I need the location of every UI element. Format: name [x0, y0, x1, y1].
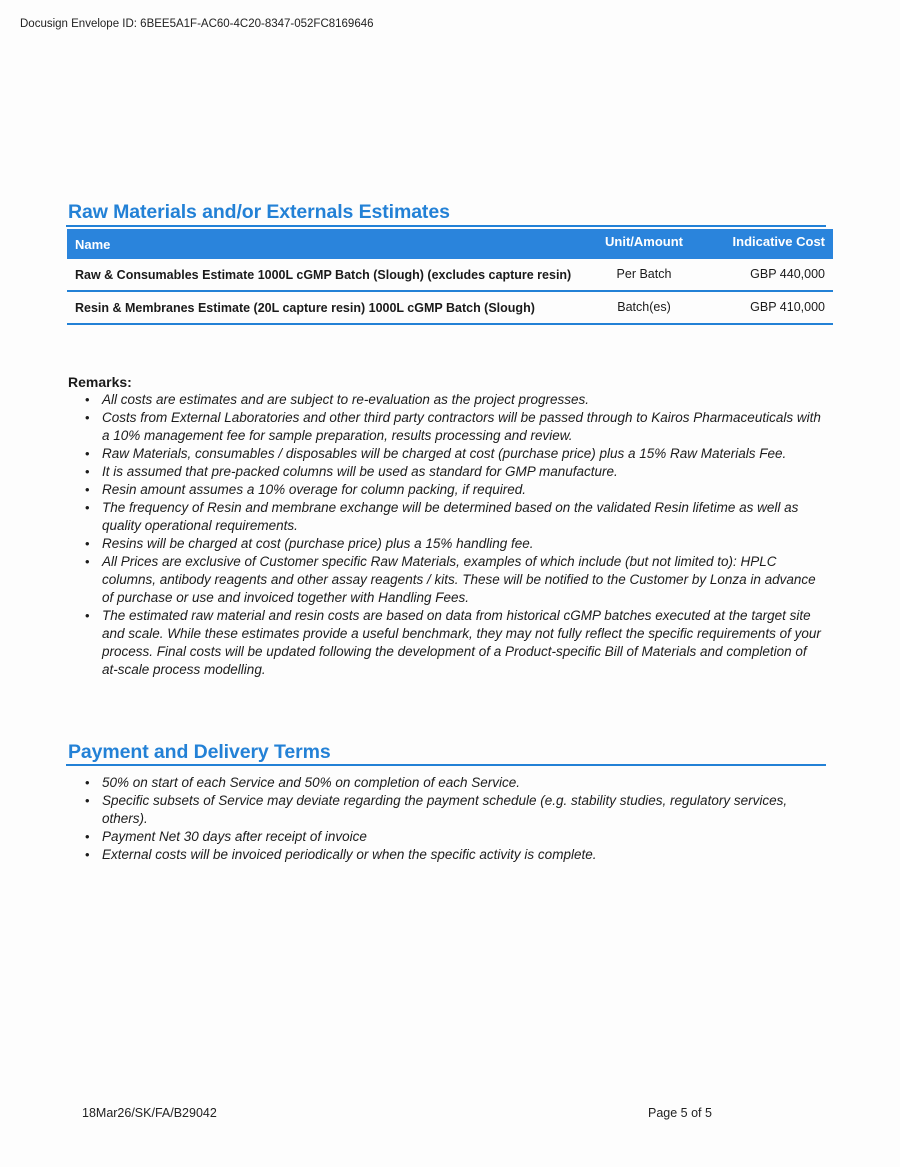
table-row [67, 291, 833, 324]
list-item: • The frequency of Resin and membrane exchange will be determined based on the validated Resin lifetime as well as quality operational requirements. [102, 499, 822, 535]
list-item: • Raw Materials, consumables / disposables will be charged at cost (purchase price) plus a 15% Raw Materials Fee. [102, 445, 822, 463]
remarks-list [102, 391, 822, 679]
raw-materials-title: Raw Materials and/or Externals Estimates [68, 201, 450, 223]
list-item: • All costs are estimates and are subject to re-evaluation as the project progresses. [102, 391, 822, 409]
raw-materials-rule [66, 225, 826, 227]
header-unit-amount: Unit/Amount [581, 229, 707, 259]
list-item: • External costs will be invoiced periodically or when the specific activity is complete. [102, 846, 822, 864]
list-item: • Payment Net 30 days after receipt of invoice [102, 828, 822, 846]
list-item: • It is assumed that pre-packed columns will be used as standard for GMP manufacture. [102, 463, 822, 481]
docusign-envelope-id: Docusign Envelope ID: 6BEE5A1F-AC60-4C20-8347-052FC8169646 [20, 18, 374, 30]
list-item: • Resin amount assumes a 10% overage for column packing, if required. [102, 481, 822, 499]
row-cost: GBP 440,000 [707, 259, 833, 291]
table-header-row [67, 229, 833, 259]
remarks-label: Remarks: [68, 374, 132, 390]
list-item: • Resins will be charged at cost (purchase price) plus a 15% handling fee. [102, 535, 822, 553]
footer-reference: 18Mar26/SK/FA/B29042 [82, 1106, 217, 1120]
table-row [67, 259, 833, 291]
list-item: • The estimated raw material and resin costs are based on data from historical cGMP batches executed at the target site and scale. While these estimates provide a useful benchmark, they may not fully reflect the specific requirements of your process. Final costs will be updated following the development of a Product-specific Bill of Materials and completion of at-scale process modelling. [102, 607, 822, 679]
header-name: Name [67, 229, 581, 259]
list-item: • All Prices are exclusive of Customer specific Raw Materials, examples of which include (but not limited to): HPLC columns, antibody reagents and other assay reagents / kits. These will be notified to the Customer by Lonza in advance of purchase or use and invoiced together with Handling Fees. [102, 553, 822, 607]
row-name: Raw & Consumables Estimate 1000L cGMP Batch (Slough) (excludes capture resin) [67, 259, 581, 291]
list-item: • Specific subsets of Service may deviate regarding the payment schedule (e.g. stability studies, regulatory services, others). [102, 792, 822, 828]
list-item: • 50% on start of each Service and 50% on completion of each Service. [102, 774, 822, 792]
list-item: • Costs from External Laboratories and other third party contractors will be passed through to Kairos Pharmaceuticals with a 10% management fee for sample preparation, results processing and review. [102, 409, 822, 445]
footer-page-number: Page 5 of 5 [648, 1106, 712, 1120]
header-indicative-cost: Indicative Cost [707, 229, 833, 259]
row-unit: Per Batch [581, 259, 707, 291]
row-name: Resin & Membranes Estimate (20L capture resin) 1000L cGMP Batch (Slough) [67, 291, 581, 324]
row-unit: Batch(es) [581, 291, 707, 324]
payment-terms-rule [66, 764, 826, 766]
estimates-table [67, 229, 833, 325]
payment-terms-title: Payment and Delivery Terms [68, 741, 331, 763]
payment-terms-list [102, 774, 822, 864]
row-cost: GBP 410,000 [707, 291, 833, 324]
